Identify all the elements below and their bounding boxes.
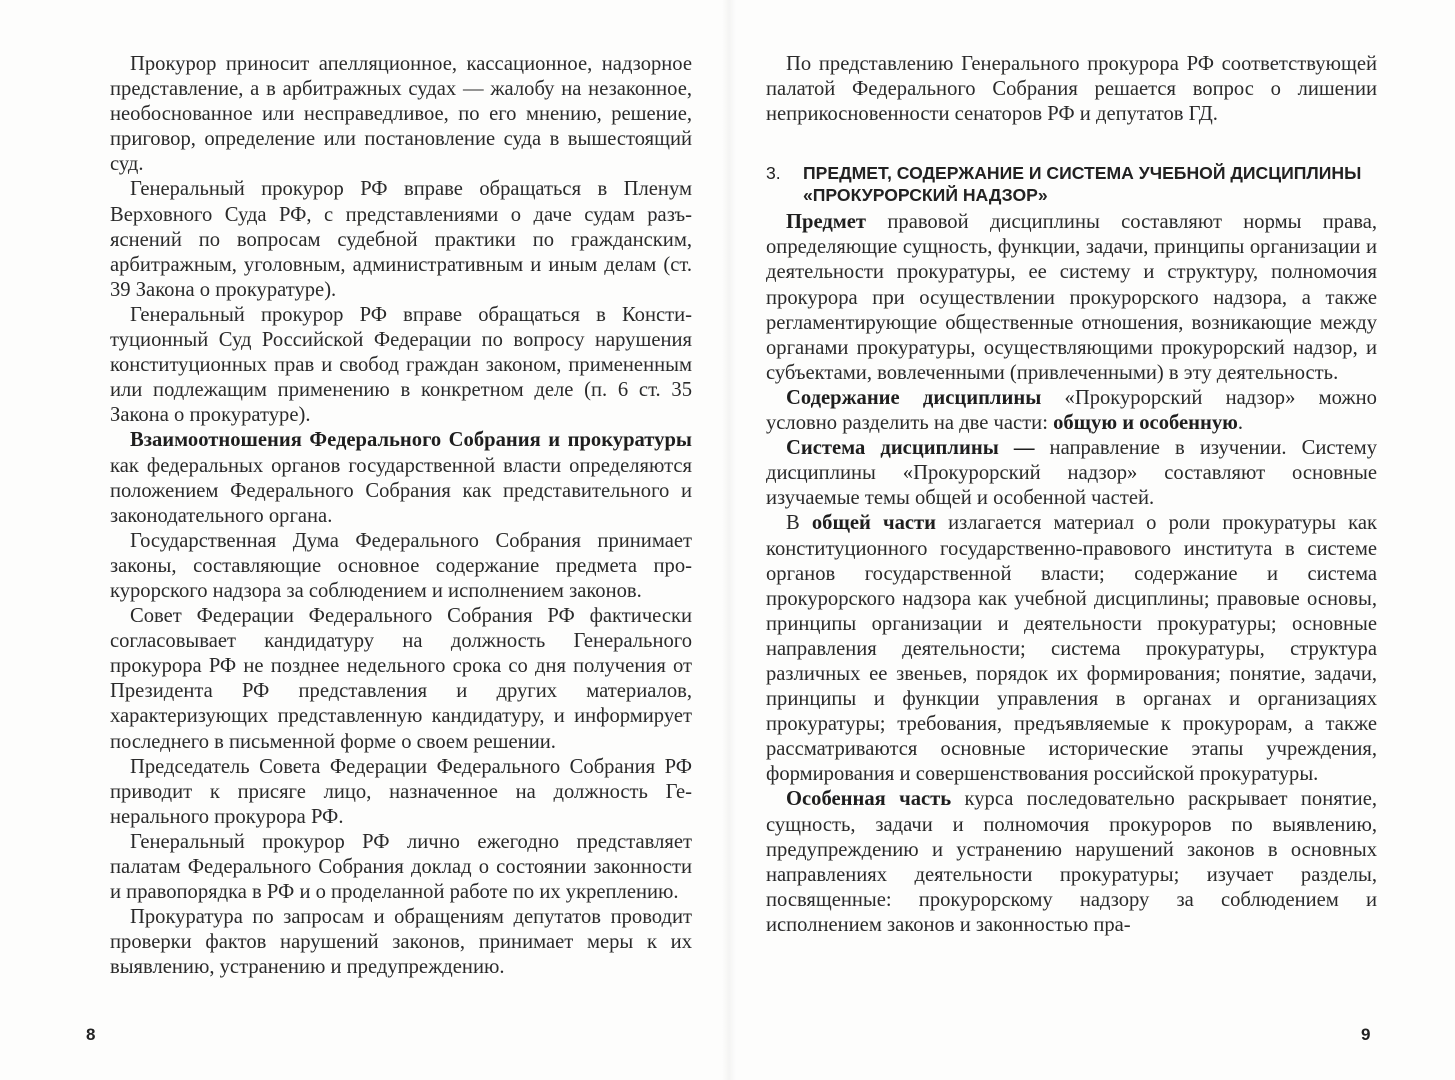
paragraph: [766, 511, 1377, 787]
paragraph: Совет Федерации Федерального Собрания РФ фактически согласовывает кандидатуру на должность Генерального прокурора РФ не позднее недельного срока со дня получения от Президента РФ представления и других материалов, характеризующих представленную кандидатуру, и информирует последнего в письменной форме о своем решении.: [110, 605, 692, 753]
bold-term: Предмет: [786, 211, 867, 234]
page-number-left: 8: [86, 1025, 96, 1044]
paragraph-text: правовой дисциплины составляют нормы права, определяющие сущность, функции, задачи, принципы организации и деятельности прокуратуры, ее систему и структуру, полномочия прокурора при осуществлении прокурорского надзора, а также регламентирующие общественные отношения, возникающие между органами прокуратуры, осуществляющими прокурорский надзор, и субъектами, вовлеченными (привлеченными) в эту деятельность.: [766, 211, 1377, 384]
paragraph: [766, 787, 1377, 938]
paragraph: Генеральный прокурор РФ вправе обращаться в Пленум Верховного Суда РФ, с представлениями о даче судам разъяснений по вопросам судебной практики по гражданским, арбитражным, уголовным, административным и иным делам (ст. 39 Закона о прокуратуре).: [110, 178, 692, 301]
paragraph: По представлению Генерального прокурора РФ соответствующей палатой Федерального Собрания решается вопрос о лишении неприкосновенности сенаторов РФ и депутатов ГД.: [766, 53, 1377, 126]
paragraph: Генеральный прокурор РФ лично ежегодно представляет палатам Федерального Собрания доклад о состоянии законности и правопорядка в РФ и о проделанной работе по их укреплению.: [110, 830, 692, 904]
paragraph: Генеральный прокурор РФ вправе обращаться в Конституционный Суд Российской Федерации по вопросу нарушения конституционных прав и свобод граждан законом, примененным или подлежащим применению в конкретном деле (п. 6 ст. 35 Закона о прокуратуре).: [110, 303, 692, 427]
paragraph-text: .: [1237, 412, 1244, 435]
section-number: 3.: [766, 163, 781, 184]
bold-term: общую и особенную: [1053, 412, 1238, 435]
paragraph: Председатель Совета Федерации Федерального Собрания РФ приводит к присяге лицо, назначенное на должность Генерального прокурора РФ.: [110, 755, 692, 828]
paragraph-text: как федеральных органов государственной власти определяются положением Федерального Собрания как представительного и законодательного органа.: [110, 454, 692, 527]
section-heading: [766, 162, 1377, 206]
bold-term: Особенная часть: [786, 788, 952, 811]
bold-term: Содержание дисциплины: [786, 386, 1042, 409]
bold-term: Взаимоотношения Федерального Собрания и прокуратуры: [130, 429, 692, 452]
paragraph: Прокуратура по запросам и обращениям депутатов проводит проверки фактов нарушений законов, принимает меры к их выявлению, устранению и предупреждению.: [110, 906, 692, 979]
section-title: ПРЕДМЕТ, СОДЕРЖАНИЕ И СИСТЕМА УЧЕБНОЙ ДИСЦИПЛИНЫ «ПРОКУРОРСКИЙ НАДЗОР»: [803, 163, 1362, 206]
paragraph-text: «Прокурорский надзор» можно условно разделить на две части:: [766, 386, 1377, 435]
paragraph-text: курса последовательно раскрывает понятие, сущность, задачи и полномочия прокуроров по выявлению, предупреждению и устранению нарушений законов в основных направлениях деятельности прокуратуры; изучает разделы, посвященные: прокурорскому надзору за соблюдением и исполнением законов и законностью пра-: [766, 788, 1377, 936]
bold-term: общей части: [811, 512, 937, 535]
paragraph-text: В: [786, 512, 812, 535]
page-number-right: 9: [1361, 1025, 1371, 1044]
book-gutter: [722, 0, 736, 1080]
paragraph-text: излагается материал о роли прокуратуры как конституционного государственно-правового института в системе органов государственной власти; содержание и система прокурорского надзора как учебной дисциплины; правовые основы, принципы организации и деятельности прокуратуры; основные направления деятельности; система прокуратуры, структура различных ее звеньев, порядок их формирования; понятие, задачи, принципы и функции управления в органах и организациях прокуратуры; требования, предъявляемые к прокурорам, а также рассматриваются основные исторические этапы учреждения, формирования и совершенствования российской прокуратуры.: [766, 512, 1377, 786]
paragraph: Государственная Дума Федерального Собрания принимает законы, составляющие основное содержание предмета прокурорского надзора за соблюдением и исполнением законов.: [110, 529, 692, 602]
paragraph: [766, 386, 1377, 436]
paragraph: [766, 436, 1377, 511]
right-page: [766, 52, 1377, 938]
paragraph-text: направление в изучении. Систему дисциплины «Прокурорский надзор» составляют основные изучаемые темы общей и особенной частей.: [766, 437, 1378, 510]
paragraph: Прокурор приносит апелляционное, кассационное, надзорное представление, а в арбитражных судах — жалобу на незаконное, необоснованное или несправедливое, по его мнению, решение, приговор, определение или постановление суда в вышестоящий суд.: [110, 53, 692, 176]
paragraph: [766, 210, 1377, 386]
bold-term: Система дисциплины —: [786, 437, 1035, 460]
left-page: [110, 52, 692, 980]
paragraph: [110, 428, 692, 528]
